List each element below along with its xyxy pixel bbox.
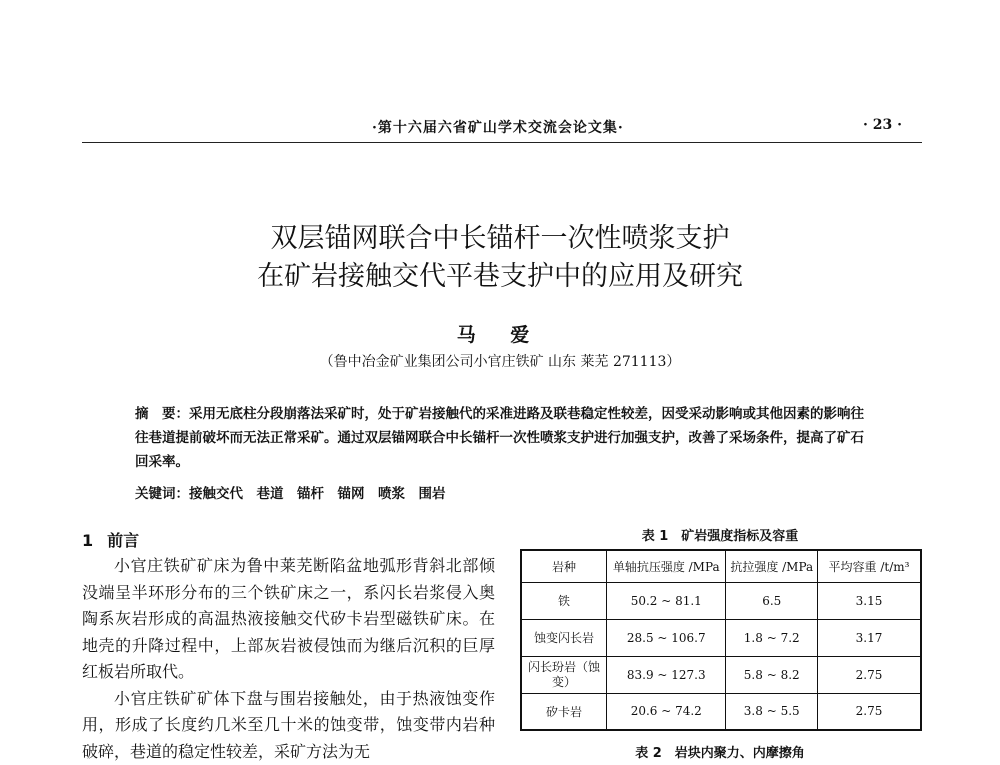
table-cell: 3.15 bbox=[818, 582, 921, 619]
table-cell: 闪长玢岩（蚀变） bbox=[521, 656, 607, 693]
table-cell: 3.8 ~ 5.5 bbox=[726, 693, 818, 730]
table-cell: 83.9 ~ 127.3 bbox=[607, 656, 726, 693]
author-affiliation: （鲁中冶金矿业集团公司小官庄铁矿 山东 莱芜 271113） bbox=[0, 351, 1000, 371]
table-header-cell: 平均容重 /t/m³ bbox=[818, 550, 921, 582]
table1-caption: 表 1 矿岩强度指标及容重 bbox=[520, 525, 920, 544]
keywords-label: 关键词： bbox=[135, 486, 189, 502]
table-header-cell: 岩种 bbox=[521, 550, 607, 582]
table-cell: 28.5 ~ 106.7 bbox=[607, 619, 726, 656]
abstract-label: 摘 要： bbox=[135, 406, 189, 422]
table-row bbox=[521, 582, 921, 619]
table-header-row bbox=[521, 550, 921, 582]
keywords-text: 接触交代 巷道 锚杆 锚网 喷浆 围岩 bbox=[189, 486, 446, 502]
table-cell: 铁 bbox=[521, 582, 607, 619]
body-paragraph-2: 小官庄铁矿矿体下盘与围岩接触处，由于热液蚀变作用，形成了长度约几米至几十米的蚀变带，蚀变带内岩种破碎，巷道的稳定性较差，采矿方法为无 bbox=[82, 686, 495, 765]
running-header-journal: ·第十六届六省矿山学术交流会论文集· bbox=[372, 117, 624, 137]
paper-title-line2: 在矿岩接触交代平巷支护中的应用及研究 bbox=[0, 254, 1000, 293]
table-cell: 50.2 ~ 81.1 bbox=[607, 582, 726, 619]
author-name: 马 爱 bbox=[0, 320, 1000, 347]
section-heading bbox=[82, 528, 139, 551]
section-number: 1 bbox=[82, 531, 93, 550]
rock-strength-table bbox=[520, 549, 922, 731]
abstract-text: 采用无底柱分段崩落法采矿时，处于矿岩接触代的采准进路及联巷稳定性较差，因受采动影响或其他因素的影响往往巷道提前破坏而无法正常采矿。通过双层锚网联合中长锚杆一次性喷浆支护进行加强支护，改善了采场条件，提高了矿石回采率。 bbox=[135, 406, 864, 470]
table-cell: 6.5 bbox=[726, 582, 818, 619]
table-cell: 蚀变闪长岩 bbox=[521, 619, 607, 656]
table-header-cell: 抗拉强度 /MPa bbox=[726, 550, 818, 582]
table-cell: 3.17 bbox=[818, 619, 921, 656]
table-cell: 2.75 bbox=[818, 656, 921, 693]
section-title: 前言 bbox=[107, 531, 139, 550]
table-cell: 5.8 ~ 8.2 bbox=[726, 656, 818, 693]
section-body bbox=[82, 553, 495, 765]
abstract bbox=[135, 402, 875, 474]
table-cell: 20.6 ~ 74.2 bbox=[607, 693, 726, 730]
table-row bbox=[521, 619, 921, 656]
page-number: · 23 · bbox=[863, 117, 902, 133]
keywords bbox=[135, 482, 446, 502]
body-paragraph-1: 小官庄铁矿矿床为鲁中莱芜断陷盆地弧形背斜北部倾没端呈半环形分布的三个铁矿床之一，系闪长岩浆侵入奥陶系灰岩形成的高温热液接触交代矽卡岩型磁铁矿床。在地壳的升降过程中，上部灰岩被侵蚀而为继后沉积的巨厚红板岩所取代。 bbox=[82, 553, 495, 686]
table-cell: 1.8 ~ 7.2 bbox=[726, 619, 818, 656]
table-cell: 矽卡岩 bbox=[521, 693, 607, 730]
header-rule bbox=[82, 142, 922, 143]
paper-title-line1: 双层锚网联合中长锚杆一次性喷浆支护 bbox=[0, 216, 1000, 255]
table-row bbox=[521, 656, 921, 693]
table-row bbox=[521, 693, 921, 730]
table-header-cell: 单轴抗压强度 /MPa bbox=[607, 550, 726, 582]
table-cell: 2.75 bbox=[818, 693, 921, 730]
table2-caption: 表 2 岩块内聚力、内摩擦角 bbox=[520, 742, 920, 761]
